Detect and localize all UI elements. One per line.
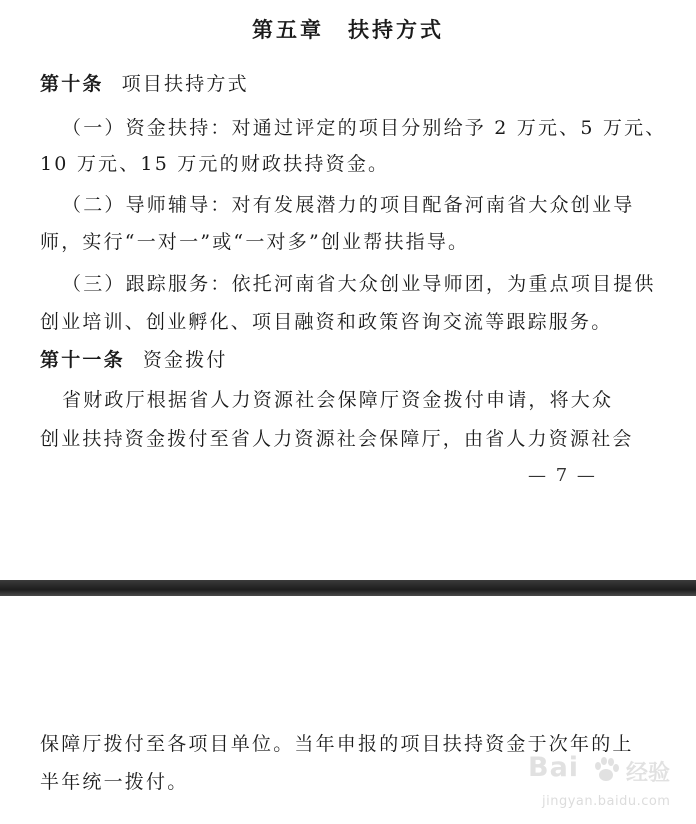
page-divider [0,580,696,596]
paragraph-line: 10 万元、15 万元的财政扶持资金。 [40,153,390,175]
article-10-heading [40,72,660,96]
page-number: — 7 — [528,465,597,486]
watermark-brand-cn: 经验 [626,761,671,786]
paragraph-line: （二）导师辅导：对有发展潜力的项目配备河南省大众创业导 [62,194,635,216]
paragraph-line: 创业扶持资金拨付至省人力资源社会保障厅，由省人力资源社会 [40,428,634,450]
article-10-number: 第十条 [40,73,104,95]
article-11-name: 资金拨付 [142,349,228,371]
paragraph-line: 师，实行“一对一”或“一对多”创业帮扶指导。 [40,231,470,253]
baidu-jingyan-watermark [528,752,688,818]
watermark-url: jingyan.baidu.com [542,794,671,809]
paragraph-line: 保障厅拨付至各项目单位。当年申报的项目扶持资金于次年的上 [40,733,634,755]
paragraph-line: 半年统一拨付。 [40,771,189,793]
paragraph-line: （一）资金扶持：对通过评定的项目分别给予 2 万元、5 万元、 [62,117,667,139]
article-11-heading [40,348,660,372]
article-11-number: 第十一条 [40,349,125,371]
watermark-brand: Bai [528,752,580,783]
chapter-title: 第五章 扶持方式 [252,18,444,42]
paragraph-line: （三）跟踪服务：依托河南省大众创业导师团，为重点项目提供 [62,273,656,295]
paragraph-line: 省财政厅根据省人力资源社会保障厅资金拨付申请，将大众 [62,389,614,411]
paw-icon [590,754,622,786]
article-10-name: 项目扶持方式 [121,73,249,95]
paragraph-line: 创业培训、创业孵化、项目融资和政策咨询交流等跟踪服务。 [40,311,613,333]
